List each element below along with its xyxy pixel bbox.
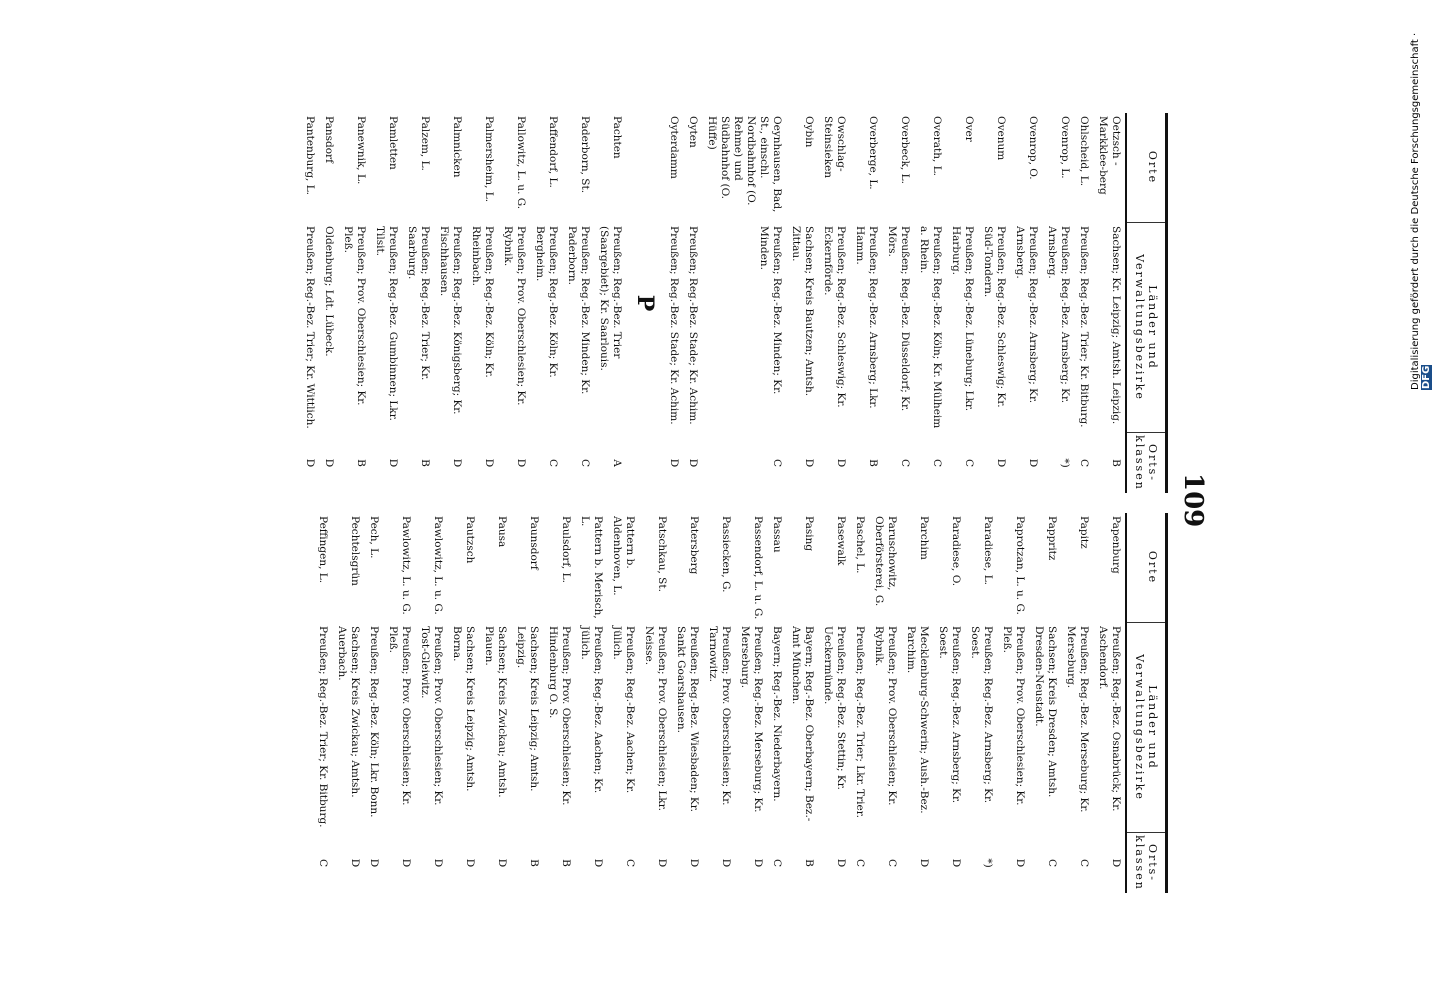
district-name: Preußen; Reg.-Bez. Osnabrück; Kr. Aschendorf. — [1097, 626, 1122, 812]
district-name: Preußen; Reg.-Bez. Stettin; Kr. Ueckermünde. — [822, 626, 847, 790]
place-name: Pamletten — [387, 116, 399, 170]
scanned-page — [118, 113, 1208, 893]
class-value: D — [432, 858, 444, 868]
district-name: Preußen; Reg.-Bez. Trier; Kr. Saarburg. — [406, 226, 431, 381]
table-row — [869, 513, 901, 893]
class-value: D — [720, 858, 732, 868]
table-row — [882, 113, 914, 493]
table-row — [1042, 113, 1074, 493]
table-row — [332, 513, 364, 893]
table-row — [818, 113, 850, 493]
table-row — [702, 113, 786, 493]
district-name: Preußen; Reg.-Bez. Wiesbaden; Kr. Sankt Goarshausen. — [675, 626, 700, 812]
district-name: Sachsen; Kreis Dresden; Amtsh. Dresden-Neustadt. — [1033, 626, 1058, 798]
class-value: C — [771, 858, 783, 868]
table-row — [415, 513, 447, 893]
place-name: Parchim — [918, 516, 930, 560]
district-name: Preußen; Reg.-Bez. Trier (Saargebiet); Kr. Saarlouis. — [598, 226, 623, 371]
class-value: D — [304, 458, 316, 468]
section-letter: P — [632, 294, 658, 312]
class-value: D — [918, 858, 930, 868]
table-row — [901, 513, 933, 893]
place-name: Owschlag-Steinsieken — [822, 116, 847, 179]
place-name: Patersberg — [688, 516, 700, 575]
district-name: Sachsen; Kreis Bautzen; Amtsh. Zittau. — [790, 226, 815, 397]
table-row — [850, 113, 882, 493]
class-value: B — [560, 859, 572, 867]
place-name: Papenburg — [1110, 516, 1122, 574]
district-name: Preußen; Prov. Oberschlesien; Kr. Pleß. — [387, 626, 412, 806]
district-name: Preußen; Reg.-Bez. Trier; Kr. Bitburg. — [1078, 226, 1090, 428]
table-row — [370, 113, 402, 493]
class-value: A — [611, 459, 623, 467]
class-value: D — [496, 858, 508, 868]
table-row — [735, 513, 767, 893]
table-row — [664, 113, 683, 493]
class-value: B — [355, 459, 367, 467]
header-places: Orte — [1127, 513, 1165, 623]
table-row — [466, 113, 498, 493]
place-name: Palmnicken — [451, 116, 463, 178]
table-row — [1010, 113, 1042, 493]
digitization-credit: Digitalisierung gefördert durch die Deutsche Forschungsgemeinschaft · DFG — [1410, 32, 1432, 390]
district-name: Mecklenburg-Schwerin; Aush.-Bez. Parchim. — [905, 626, 930, 814]
left-table-header — [1125, 113, 1168, 493]
place-name: Paderborn, St. — [579, 116, 591, 194]
class-value: C — [854, 858, 866, 868]
place-name: Pawlowitz, L. u. G. — [400, 516, 412, 615]
class-value: D — [400, 858, 412, 868]
place-name: Ovenrop, L. — [1059, 116, 1071, 179]
district-name: Preußen; Prov. Oberschlesien; Lkr. Neisse. — [643, 626, 668, 811]
place-name: Passiecken, G. — [720, 516, 732, 593]
place-name: Oybin — [803, 116, 815, 148]
class-value: *) — [1059, 458, 1071, 468]
class-value: D — [451, 458, 463, 468]
place-name: Paprotzan, L. u. G. — [1014, 516, 1026, 615]
district-name: Preußen; Reg.-Bez. Trier; Kr. Bitburg. — [317, 626, 329, 828]
table-row — [338, 113, 370, 493]
place-name: Passau — [771, 516, 783, 553]
place-name: Pantenburg, L. — [304, 116, 316, 196]
district-name: Sachsen; Kreis Zwickau; Amtsh. Plauen. — [483, 626, 508, 798]
district-name: Bayern; Reg.-Bez. Niederbayern. — [771, 626, 783, 802]
class-value: B — [1110, 459, 1122, 467]
district-name: Preußen; Reg.-Bez. Minden; Kr. Paderborn. — [566, 226, 591, 395]
class-value: D — [387, 458, 399, 468]
district-name: Preußen; Prov. Oberschlesien; Kr. Tarnowitz. — [707, 626, 732, 806]
district-name: Preußen; Reg.-Bez. Schleswig; Kr. Süd-Tondern. — [982, 226, 1007, 408]
left-table-body — [300, 113, 1125, 493]
district-name: Preußen; Reg.-Bez. Merseburg; Kr. Merseburg. — [739, 626, 764, 813]
district-name: Preußen; Reg.-Bez. Lüneburg; Lkr. Harburg. — [950, 226, 975, 412]
class-value: D — [349, 858, 361, 868]
place-name: Pasewalk — [835, 516, 847, 566]
place-name: Palzem, L. — [419, 116, 431, 171]
class-value: D — [950, 858, 962, 868]
table-row — [1029, 513, 1061, 893]
district-name: Preußen; Prov. Oberschlesien; Kr. Hindenburg O. S. — [547, 626, 572, 806]
district-name: Preußen; Reg.-Bez. Stade; Kr. Achim. — [687, 226, 699, 425]
class-value: C — [1078, 458, 1090, 468]
place-name: Paffendorf, L. — [547, 116, 559, 188]
place-name: Pawlowitz, L. u. G. — [432, 516, 444, 615]
place-name: Pappritz — [1046, 516, 1058, 561]
place-name: Overath, L. — [931, 116, 943, 177]
place-name: Pasing — [803, 516, 815, 552]
header-classes: Orts-klassen — [1133, 835, 1159, 891]
place-name: Oyterdamm — [668, 116, 680, 179]
table-row — [818, 513, 850, 893]
district-name: Preußen; Reg.-Bez. Arnsberg; Lkr. Hamm. — [854, 226, 879, 409]
place-name: Paulsdorf, L. — [560, 516, 572, 583]
class-value: C — [771, 458, 783, 468]
district-name: Oldenburg; Ldt. Lübeck. — [323, 226, 335, 357]
table-row — [498, 113, 530, 493]
place-name: Pattern b. Aldenhoven, L. — [611, 516, 636, 596]
table-row — [914, 113, 946, 493]
district-name: Preußen; Prov. Oberschlesien; Kr. Pleß. — [1001, 626, 1026, 806]
class-value: C — [1078, 858, 1090, 868]
place-name: Palmersheim, L. — [483, 116, 495, 203]
place-name: Overberge, L. — [867, 116, 879, 190]
district-name: Preußen; Reg.-Bez. Trier; Lkr. Trier. — [854, 626, 866, 818]
table-row — [364, 513, 383, 893]
place-name: Overbeck, L. — [899, 116, 911, 184]
class-value: D — [803, 458, 815, 468]
district-name: Preußen; Reg.-Bez. Köln; Kr. Bergheim. — [534, 226, 559, 378]
left-column — [168, 113, 1168, 493]
table-row — [319, 113, 338, 493]
district-name: Preußen; Reg.-Bez. Gumbinnen; Lkr. Tilsit. — [374, 226, 399, 421]
class-value: D — [835, 458, 847, 468]
table-row — [1093, 513, 1125, 893]
place-name: Pechtelsgrün — [349, 516, 361, 586]
place-name: Pattern b. Merisch, L. — [579, 516, 604, 619]
place-name: Pansdorf — [323, 116, 335, 163]
class-value: B — [867, 459, 879, 467]
district-name: Preußen; Reg.-Bez. Königsberg; Kr. Fischhausen. — [438, 226, 463, 415]
class-value: D — [656, 858, 668, 868]
place-name: Pausa — [496, 516, 508, 548]
table-row — [997, 513, 1029, 893]
district-name: Preußen; Reg.-Bez. Köln; Kr. Mülheim a. Rhein. — [918, 226, 943, 429]
table-row — [946, 113, 978, 493]
place-name: Pautzsch — [464, 516, 476, 564]
table-row — [383, 513, 415, 893]
place-name: Oetzsch - Markklee-berg — [1097, 116, 1122, 195]
table-row — [300, 113, 319, 493]
district-name: Preußen; Reg.-Bez. Köln; Kr. Rheinbach. — [470, 226, 495, 378]
district-name: Preußen; Reg.-Bez. Düsseldorf; Kr. Mörs. — [886, 226, 911, 412]
place-name: Pallowitz, L. u. G. — [515, 116, 527, 210]
table-row — [434, 113, 466, 493]
class-value: D — [835, 858, 847, 868]
district-name: Preußen; Prov. Oberschlesien; Kr. Pleß. — [342, 226, 367, 406]
header-districts: Länder und Verwaltungsbezirke — [1127, 623, 1165, 833]
table-row — [850, 513, 869, 893]
table-row — [402, 113, 434, 493]
table-row — [671, 513, 703, 893]
district-name: Preußen; Reg.-Bez. Arnsberg; Kr. Soest. — [969, 626, 994, 804]
table-row — [511, 513, 543, 893]
place-name: Paunsdorf — [528, 516, 540, 570]
table-row — [479, 513, 511, 893]
table-row — [607, 513, 639, 893]
district-name: Preußen; Prov. Oberschlesien; Kr. Rybnik. — [873, 626, 898, 806]
class-value: D — [687, 458, 699, 468]
table-row — [1061, 513, 1093, 893]
class-value: C — [886, 858, 898, 868]
class-value: D — [1110, 858, 1122, 868]
class-value: D — [752, 858, 764, 868]
place-name: Patschkau, St. — [656, 516, 668, 592]
district-name: Preußen; Reg.-Bez. Merseburg; Kr. Merseburg. — [1065, 626, 1090, 813]
class-value: D — [592, 858, 604, 868]
district-name: Preußen; Reg.-Bez. Aachen; Kr. Jülich. — [611, 626, 636, 794]
place-name: Ovenrop, O. — [1027, 116, 1039, 180]
class-value: B — [528, 859, 540, 867]
table-row — [786, 113, 818, 493]
table-row — [639, 513, 671, 893]
page-number: 109 — [1178, 473, 1208, 528]
class-value: D — [515, 458, 527, 468]
table-row — [594, 113, 626, 493]
class-value: B — [803, 859, 815, 867]
district-name: Preußen; Reg.-Bez. Aachen; Kr. Jülich. — [579, 626, 604, 794]
class-value: D — [1027, 458, 1039, 468]
table-row — [575, 513, 607, 893]
class-value: D — [368, 858, 380, 868]
district-name: Preußen; Reg.-Bez. Köln; Lkr. Bonn. — [368, 626, 380, 818]
place-name: Pachten — [611, 116, 623, 159]
place-name: Paschel, L. — [854, 516, 866, 574]
right-table-body — [313, 513, 1125, 893]
place-name: Paruschowitz, Oberförsterei, G. — [873, 516, 898, 607]
table-row — [1093, 113, 1125, 493]
table-row — [683, 113, 702, 493]
class-value: C — [1046, 858, 1058, 868]
header-places: Orte — [1127, 113, 1165, 223]
class-value: D — [995, 458, 1007, 468]
class-value: B — [419, 459, 431, 467]
class-value: C — [317, 858, 329, 868]
place-name: Oeynhausen, Bad, St., einschl. Nordbahnhof (O. Rehme) und Südbahnhof (O. Hüffe) — [706, 116, 783, 213]
district-name: Sachsen; Kreis Zwickau; Amtsh. Auerbach. — [336, 626, 361, 798]
place-name: Oyten — [687, 116, 699, 148]
class-value: D — [464, 858, 476, 868]
table-row — [767, 513, 786, 893]
table-row — [703, 513, 735, 893]
class-value: C — [547, 458, 559, 468]
table-row — [1074, 113, 1093, 493]
district-name: Preußen; Reg.-Bez. Arnsberg; Kr. Soest. — [937, 626, 962, 804]
table-row — [786, 513, 818, 893]
header-classes: Orts-klassen — [1133, 435, 1159, 491]
place-name: Paradiese, L. — [982, 516, 994, 586]
table-row — [965, 513, 997, 893]
class-value: *) — [982, 858, 994, 868]
district-name: Preußen; Prov. Oberschlesien; Kr. Rybnik. — [502, 226, 527, 406]
place-name: Over — [963, 116, 975, 142]
place-name: Passendorf, L. u. G. — [752, 516, 764, 620]
district-name: Bayern; Reg.-Bez. Oberbayern; Bez.-Amt München. — [790, 626, 815, 822]
class-value: C — [931, 458, 943, 468]
class-value: C — [624, 858, 636, 868]
district-name: Preußen; Reg.-Bez. Arnsberg; Kr. Arnsberg. — [1014, 226, 1039, 404]
district-name: Preußen; Prov. Oberschlesien; Kr. Tost-Gleiwitz. — [419, 626, 444, 806]
place-name: Ovenum — [995, 116, 1007, 161]
district-name: Preußen; Reg.-Bez. Stade; Kr. Achim. — [668, 226, 680, 425]
place-name: Peffingen, L. — [317, 516, 329, 584]
district-name: Preußen; Reg.-Bez. Arnsberg; Kr. Arnsberg. — [1046, 226, 1071, 404]
credit-text: Digitalisierung gefördert durch die Deutsche Forschungsgemeinschaft — [1410, 39, 1421, 390]
class-value: D — [323, 458, 335, 468]
place-name: Pech, L. — [368, 516, 380, 559]
table-row — [933, 513, 965, 893]
table-row — [313, 513, 332, 893]
district-name: Preußen; Reg.-Bez. Minden; Kr. Minden. — [758, 226, 783, 395]
place-name: Paradiese, O. — [950, 516, 962, 587]
district-name: Sachsen; Kr. Leipzig; Amtsh. Leipzig. — [1110, 226, 1122, 425]
class-value: D — [668, 458, 680, 468]
right-table-header — [1125, 513, 1168, 893]
class-value: C — [899, 458, 911, 468]
class-value: C — [963, 458, 975, 468]
class-value: D — [483, 458, 495, 468]
district-name: Sachsen; Kreis Leipzig; Amtsh. Borna. — [451, 626, 476, 792]
place-name: Panewnik, L. — [355, 116, 367, 185]
class-value: D — [688, 858, 700, 868]
class-value: D — [1014, 858, 1026, 868]
right-column — [168, 513, 1168, 893]
dfg-logo: DFG — [1421, 365, 1432, 389]
district-name: Preußen; Reg.-Bez. Trier; Kr. Wittlich. — [304, 226, 316, 429]
class-value: C — [579, 458, 591, 468]
table-row — [562, 113, 594, 493]
table-row — [543, 513, 575, 893]
district-name: Sachsen; Kreis Leipzig; Amtsh. Leipzig. — [515, 626, 540, 792]
district-name: Preußen; Reg.-Bez. Schleswig; Kr. Eckernförde. — [822, 226, 847, 408]
header-districts: Länder und Verwaltungsbezirke — [1127, 223, 1165, 433]
place-name: Papitz — [1078, 516, 1090, 549]
table-row — [978, 113, 1010, 493]
table-row — [530, 113, 562, 493]
table-row — [447, 513, 479, 893]
place-name: Ohlscheid, L. — [1078, 116, 1090, 187]
